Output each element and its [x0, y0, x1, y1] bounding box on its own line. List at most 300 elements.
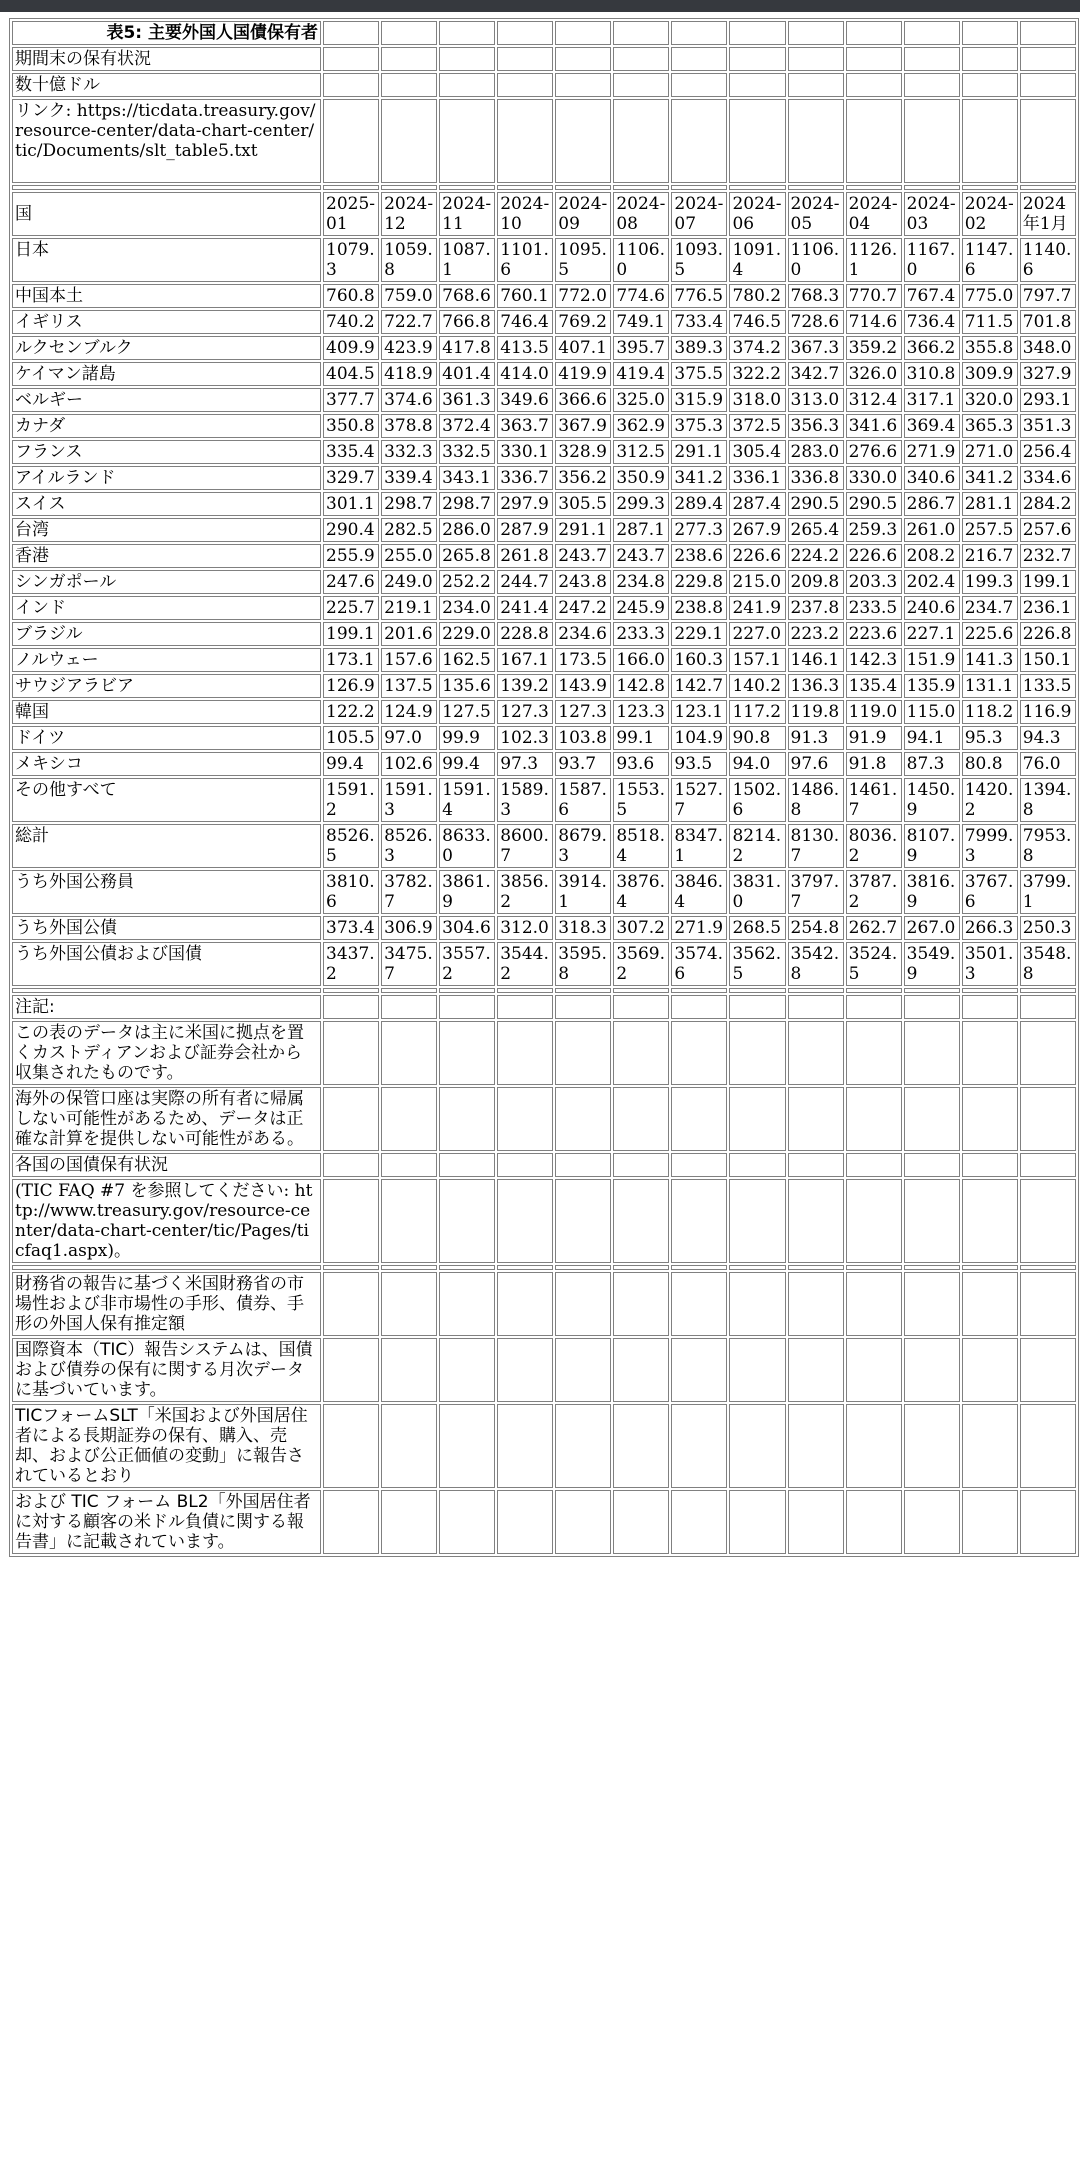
empty-cell — [904, 995, 960, 1019]
holding-value: 301.1 — [323, 492, 379, 516]
holding-value: 160.3 — [671, 648, 727, 672]
column-header-date: 2024-05 — [788, 192, 844, 236]
empty-cell — [381, 1490, 437, 1554]
holding-value: 409.9 — [323, 336, 379, 360]
table-row — [12, 648, 1076, 672]
holding-value: 340.6 — [904, 466, 960, 490]
separator-cell — [904, 1265, 960, 1270]
separator-cell — [1020, 988, 1076, 993]
holding-value: 797.7 — [1020, 284, 1076, 308]
holding-value: 267.9 — [729, 518, 785, 542]
separator-cell — [846, 1265, 902, 1270]
holding-value: 199.1 — [1020, 570, 1076, 594]
holding-value: 325.0 — [613, 388, 669, 412]
separator-cell — [613, 988, 669, 993]
holding-value: 133.5 — [1020, 674, 1076, 698]
empty-cell — [555, 47, 611, 71]
holding-value: 8107.9 — [904, 824, 960, 868]
country-name: サウジアラビア — [12, 674, 321, 698]
empty-cell — [555, 1021, 611, 1085]
holding-value: 327.9 — [1020, 362, 1076, 386]
holding-value: 1093.5 — [671, 238, 727, 282]
source-link-text: リンク: https://ticdata.treasury.gov/resource-center/data-chart-center/tic/Documents/slt_table5.txt — [12, 99, 321, 183]
holding-value: 265.4 — [788, 518, 844, 542]
holding-value: 142.7 — [671, 674, 727, 698]
note-slt-form-text: TICフォームSLT「米国および外国居住者による長期証券の保有、購入、売却、および公正価値の変動」に報告されているとおり — [12, 1404, 321, 1488]
empty-cell — [788, 21, 844, 45]
holding-value: 119.0 — [846, 700, 902, 724]
holding-value: 770.7 — [846, 284, 902, 308]
separator-cell — [12, 1265, 321, 1270]
holding-value: 228.8 — [497, 622, 553, 646]
holding-value: 142.3 — [846, 648, 902, 672]
holding-value: 199.3 — [962, 570, 1018, 594]
holding-value: 355.8 — [962, 336, 1018, 360]
empty-cell — [962, 995, 1018, 1019]
note-estimates — [12, 1272, 1076, 1336]
column-header-date: 2024-09 — [555, 192, 611, 236]
empty-cell — [962, 1179, 1018, 1263]
holding-value: 341.2 — [671, 466, 727, 490]
holding-value: 241.9 — [729, 596, 785, 620]
holding-value: 3914.1 — [555, 870, 611, 914]
empty-cell — [1020, 1179, 1076, 1263]
holding-value: 268.5 — [729, 916, 785, 940]
holding-value: 7999.3 — [962, 824, 1018, 868]
empty-cell — [555, 1490, 611, 1554]
holding-value: 377.7 — [323, 388, 379, 412]
holding-value: 305.4 — [729, 440, 785, 464]
separator-cell — [381, 988, 437, 993]
empty-cell — [962, 1404, 1018, 1488]
holding-value: 733.4 — [671, 310, 727, 334]
table-row — [12, 726, 1076, 750]
empty-cell — [671, 1490, 727, 1554]
empty-cell — [439, 47, 495, 71]
empty-cell — [962, 99, 1018, 183]
empty-cell — [323, 73, 379, 97]
subtitle-row-text: 期間末の保有状況 — [12, 47, 321, 71]
holding-value: 419.9 — [555, 362, 611, 386]
empty-cell — [846, 995, 902, 1019]
separator-cell — [12, 185, 321, 190]
holding-value: 3475.7 — [381, 942, 437, 986]
holding-value: 267.0 — [904, 916, 960, 940]
holding-value: 375.5 — [671, 362, 727, 386]
holding-value: 290.5 — [846, 492, 902, 516]
empty-cell — [439, 1338, 495, 1402]
holding-value: 234.7 — [962, 596, 1018, 620]
separator-cell — [1020, 1265, 1076, 1270]
empty-cell — [497, 1338, 553, 1402]
holding-value: 157.6 — [381, 648, 437, 672]
holding-value: 343.1 — [439, 466, 495, 490]
empty-cell — [323, 1404, 379, 1488]
empty-cell — [1020, 1404, 1076, 1488]
table-row — [12, 700, 1076, 724]
empty-cell — [671, 1087, 727, 1151]
holding-value: 8526.3 — [381, 824, 437, 868]
holding-value: 146.1 — [788, 648, 844, 672]
country-name: ドイツ — [12, 726, 321, 750]
table-row — [12, 942, 1076, 986]
note-bl2-form-text: および TIC フォーム BL2「外国居住者に対する顧客の米ドル負債に関する報告書」に記載されています。 — [12, 1490, 321, 1554]
holding-value: 1450.9 — [904, 778, 960, 822]
holding-value: 232.7 — [1020, 544, 1076, 568]
separator-cell — [555, 1265, 611, 1270]
separator-row — [12, 988, 1076, 993]
holding-value: 265.8 — [439, 544, 495, 568]
holding-value: 335.4 — [323, 440, 379, 464]
holding-value: 203.3 — [846, 570, 902, 594]
holding-value: 127.5 — [439, 700, 495, 724]
holding-value: 97.6 — [788, 752, 844, 776]
country-name: うち外国公務員 — [12, 870, 321, 914]
empty-cell — [497, 1087, 553, 1151]
holding-value: 3797.7 — [788, 870, 844, 914]
holding-value: 359.2 — [846, 336, 902, 360]
holding-value: 201.6 — [381, 622, 437, 646]
empty-cell — [729, 99, 785, 183]
holding-value: 135.9 — [904, 674, 960, 698]
empty-cell — [671, 47, 727, 71]
empty-cell — [788, 47, 844, 71]
column-header-date: 2024-08 — [613, 192, 669, 236]
empty-cell — [555, 21, 611, 45]
holding-value: 257.6 — [1020, 518, 1076, 542]
holding-value: 140.2 — [729, 674, 785, 698]
empty-cell — [497, 21, 553, 45]
holding-value: 215.0 — [729, 570, 785, 594]
holding-value: 289.4 — [671, 492, 727, 516]
separator-cell — [323, 988, 379, 993]
holding-value: 8214.2 — [729, 824, 785, 868]
holding-value: 229.1 — [671, 622, 727, 646]
holding-value: 259.3 — [846, 518, 902, 542]
empty-cell — [439, 21, 495, 45]
empty-cell — [1020, 1021, 1076, 1085]
table-row — [12, 778, 1076, 822]
country-name: フランス — [12, 440, 321, 464]
holding-value: 1591.4 — [439, 778, 495, 822]
holding-value: 339.4 — [381, 466, 437, 490]
holding-value: 1095.5 — [555, 238, 611, 282]
holding-value: 243.7 — [613, 544, 669, 568]
holding-value: 318.0 — [729, 388, 785, 412]
separator-cell — [729, 1265, 785, 1270]
holding-value: 127.3 — [497, 700, 553, 724]
holding-value: 313.0 — [788, 388, 844, 412]
holding-value: 407.1 — [555, 336, 611, 360]
column-header-date: 2024-02 — [962, 192, 1018, 236]
empty-cell — [671, 1404, 727, 1488]
empty-cell — [904, 1338, 960, 1402]
holding-value: 3548.8 — [1020, 942, 1076, 986]
holding-value: 1591.3 — [381, 778, 437, 822]
holding-value: 728.6 — [788, 310, 844, 334]
holding-value: 372.5 — [729, 414, 785, 438]
empty-cell — [323, 1021, 379, 1085]
empty-cell — [613, 1153, 669, 1177]
separator-cell — [788, 1265, 844, 1270]
empty-cell — [729, 1153, 785, 1177]
empty-cell — [846, 1490, 902, 1554]
table-row — [12, 596, 1076, 620]
table-title-text: 表5: 主要外国人国債保有者 — [12, 21, 321, 45]
empty-cell — [788, 1021, 844, 1085]
empty-cell — [613, 1087, 669, 1151]
holding-value: 1394.8 — [1020, 778, 1076, 822]
holding-value: 227.0 — [729, 622, 785, 646]
holding-value: 356.3 — [788, 414, 844, 438]
note-country-holdings — [12, 1153, 1076, 1177]
holding-value: 229.8 — [671, 570, 727, 594]
holding-value: 124.9 — [381, 700, 437, 724]
holding-value: 103.8 — [555, 726, 611, 750]
holding-value: 286.0 — [439, 518, 495, 542]
holding-value: 329.7 — [323, 466, 379, 490]
holding-value: 3810.6 — [323, 870, 379, 914]
empty-cell — [729, 73, 785, 97]
empty-cell — [323, 21, 379, 45]
holding-value: 330.0 — [846, 466, 902, 490]
empty-cell — [904, 1490, 960, 1554]
holding-value: 1527.7 — [671, 778, 727, 822]
holding-value: 374.6 — [381, 388, 437, 412]
holding-value: 366.6 — [555, 388, 611, 412]
holding-value: 330.1 — [497, 440, 553, 464]
country-name: うち外国公債 — [12, 916, 321, 940]
holding-value: 173.1 — [323, 648, 379, 672]
holding-value: 127.3 — [555, 700, 611, 724]
empty-cell — [846, 1021, 902, 1085]
holding-value: 117.2 — [729, 700, 785, 724]
note-tic-system-text: 国際資本（TIC）報告システムは、国債および債券の保有に関する月次データに基づいています。 — [12, 1338, 321, 1402]
empty-cell — [1020, 47, 1076, 71]
empty-cell — [439, 73, 495, 97]
holding-value: 234.6 — [555, 622, 611, 646]
empty-cell — [323, 1338, 379, 1402]
empty-cell — [439, 1021, 495, 1085]
holding-value: 1101.6 — [497, 238, 553, 282]
holding-value: 99.9 — [439, 726, 495, 750]
holding-value: 1591.2 — [323, 778, 379, 822]
empty-cell — [671, 73, 727, 97]
empty-cell — [613, 1021, 669, 1085]
note-custodian-text: この表のデータは主に米国に拠点を置くカストディアンおよび証券会社から収集されたものです。 — [12, 1021, 321, 1085]
holding-value: 740.2 — [323, 310, 379, 334]
note-tic-system — [12, 1338, 1076, 1402]
holding-value: 94.3 — [1020, 726, 1076, 750]
country-name: 台湾 — [12, 518, 321, 542]
empty-cell — [904, 1087, 960, 1151]
empty-cell — [439, 1272, 495, 1336]
holding-value: 291.1 — [555, 518, 611, 542]
country-name: うち外国公債および国債 — [12, 942, 321, 986]
note-estimates-text: 財務省の報告に基づく米国財務省の市場性および非市場性の手形、債券、手形の外国人保有推定額 — [12, 1272, 321, 1336]
separator-row — [12, 185, 1076, 190]
holding-value: 298.7 — [439, 492, 495, 516]
holding-value: 99.1 — [613, 726, 669, 750]
country-name: ベルギー — [12, 388, 321, 412]
separator-cell — [381, 1265, 437, 1270]
holding-value: 261.0 — [904, 518, 960, 542]
holding-value: 244.7 — [497, 570, 553, 594]
empty-cell — [381, 47, 437, 71]
empty-cell — [904, 99, 960, 183]
holding-value: 306.9 — [381, 916, 437, 940]
holding-value: 254.8 — [788, 916, 844, 940]
empty-cell — [904, 1404, 960, 1488]
holding-value: 1147.6 — [962, 238, 1018, 282]
separator-cell — [671, 185, 727, 190]
empty-cell — [788, 995, 844, 1019]
holding-value: 226.8 — [1020, 622, 1076, 646]
country-name: アイルランド — [12, 466, 321, 490]
treasury-holdings-table — [9, 18, 1079, 1557]
empty-cell — [497, 1179, 553, 1263]
holding-value: 236.1 — [1020, 596, 1076, 620]
holding-value: 760.1 — [497, 284, 553, 308]
holding-value: 91.3 — [788, 726, 844, 750]
country-column-header: 国 — [12, 192, 321, 236]
empty-cell — [555, 995, 611, 1019]
column-header-date: 2024-06 — [729, 192, 785, 236]
holding-value: 3846.4 — [671, 870, 727, 914]
holding-value: 118.2 — [962, 700, 1018, 724]
separator-cell — [904, 988, 960, 993]
holding-value: 261.8 — [497, 544, 553, 568]
empty-cell — [381, 995, 437, 1019]
holding-value: 282.5 — [381, 518, 437, 542]
holding-value: 227.1 — [904, 622, 960, 646]
holding-value: 3574.6 — [671, 942, 727, 986]
empty-cell — [729, 995, 785, 1019]
empty-cell — [439, 1153, 495, 1177]
empty-cell — [729, 1272, 785, 1336]
empty-cell — [846, 99, 902, 183]
empty-cell — [846, 1338, 902, 1402]
holding-value: 701.8 — [1020, 310, 1076, 334]
table-row — [12, 284, 1076, 308]
holding-value: 3876.4 — [613, 870, 669, 914]
table-row — [12, 310, 1076, 334]
holding-value: 90.8 — [729, 726, 785, 750]
empty-cell — [671, 995, 727, 1019]
note-country-holdings-text: 各国の国債保有状況 — [12, 1153, 321, 1177]
holding-value: 375.3 — [671, 414, 727, 438]
holding-value: 91.8 — [846, 752, 902, 776]
holding-value: 252.2 — [439, 570, 495, 594]
holding-value: 173.5 — [555, 648, 611, 672]
link-row — [12, 99, 1076, 183]
holding-value: 746.5 — [729, 310, 785, 334]
holding-value: 309.9 — [962, 362, 1018, 386]
empty-cell — [1020, 21, 1076, 45]
table-row — [12, 388, 1076, 412]
empty-cell — [671, 99, 727, 183]
empty-cell — [904, 73, 960, 97]
holding-value: 336.7 — [497, 466, 553, 490]
holding-value: 141.3 — [962, 648, 1018, 672]
table-row — [12, 544, 1076, 568]
empty-cell — [962, 1338, 1018, 1402]
holding-value: 91.9 — [846, 726, 902, 750]
holding-value: 94.0 — [729, 752, 785, 776]
empty-cell — [497, 1272, 553, 1336]
holding-value: 94.1 — [904, 726, 960, 750]
holding-value: 305.5 — [555, 492, 611, 516]
empty-cell — [846, 21, 902, 45]
holding-value: 401.4 — [439, 362, 495, 386]
holding-value: 139.2 — [497, 674, 553, 698]
empty-cell — [846, 1179, 902, 1263]
holding-value: 1553.5 — [613, 778, 669, 822]
holding-value: 372.4 — [439, 414, 495, 438]
empty-cell — [323, 1490, 379, 1554]
column-header-date: 2024-03 — [904, 192, 960, 236]
holding-value: 769.2 — [555, 310, 611, 334]
empty-cell — [439, 1490, 495, 1554]
holding-value: 310.8 — [904, 362, 960, 386]
holding-value: 336.1 — [729, 466, 785, 490]
holding-value: 256.4 — [1020, 440, 1076, 464]
holding-value: 776.5 — [671, 284, 727, 308]
holding-value: 80.8 — [962, 752, 1018, 776]
holding-value: 3831.0 — [729, 870, 785, 914]
empty-cell — [962, 47, 1018, 71]
empty-cell — [904, 1272, 960, 1336]
holding-value: 136.3 — [788, 674, 844, 698]
holding-value: 328.9 — [555, 440, 611, 464]
holding-value: 367.9 — [555, 414, 611, 438]
holding-value: 417.8 — [439, 336, 495, 360]
holding-value: 229.0 — [439, 622, 495, 646]
table-row — [12, 870, 1076, 914]
empty-cell — [613, 99, 669, 183]
empty-cell — [846, 1272, 902, 1336]
holding-value: 1461.7 — [846, 778, 902, 822]
holding-value: 271.9 — [671, 916, 727, 940]
table-row — [12, 238, 1076, 282]
holding-value: 166.0 — [613, 648, 669, 672]
note-faq — [12, 1179, 1076, 1263]
holding-value: 746.4 — [497, 310, 553, 334]
empty-cell — [1020, 1490, 1076, 1554]
page-content — [9, 18, 1079, 1557]
country-name: 韓国 — [12, 700, 321, 724]
separator-row — [12, 1265, 1076, 1270]
unit-row — [12, 73, 1076, 97]
holding-value: 8526.5 — [323, 824, 379, 868]
separator-cell — [904, 185, 960, 190]
empty-cell — [323, 99, 379, 183]
holding-value: 247.6 — [323, 570, 379, 594]
holding-value: 286.7 — [904, 492, 960, 516]
empty-cell — [439, 995, 495, 1019]
holding-value: 1106.0 — [613, 238, 669, 282]
holding-value: 255.9 — [323, 544, 379, 568]
holding-value: 759.0 — [381, 284, 437, 308]
holding-value: 714.6 — [846, 310, 902, 334]
holding-value: 225.7 — [323, 596, 379, 620]
empty-cell — [671, 21, 727, 45]
holding-value: 318.3 — [555, 916, 611, 940]
empty-cell — [671, 1179, 727, 1263]
holding-value: 209.8 — [788, 570, 844, 594]
empty-cell — [962, 1272, 1018, 1336]
holding-value: 3595.8 — [555, 942, 611, 986]
